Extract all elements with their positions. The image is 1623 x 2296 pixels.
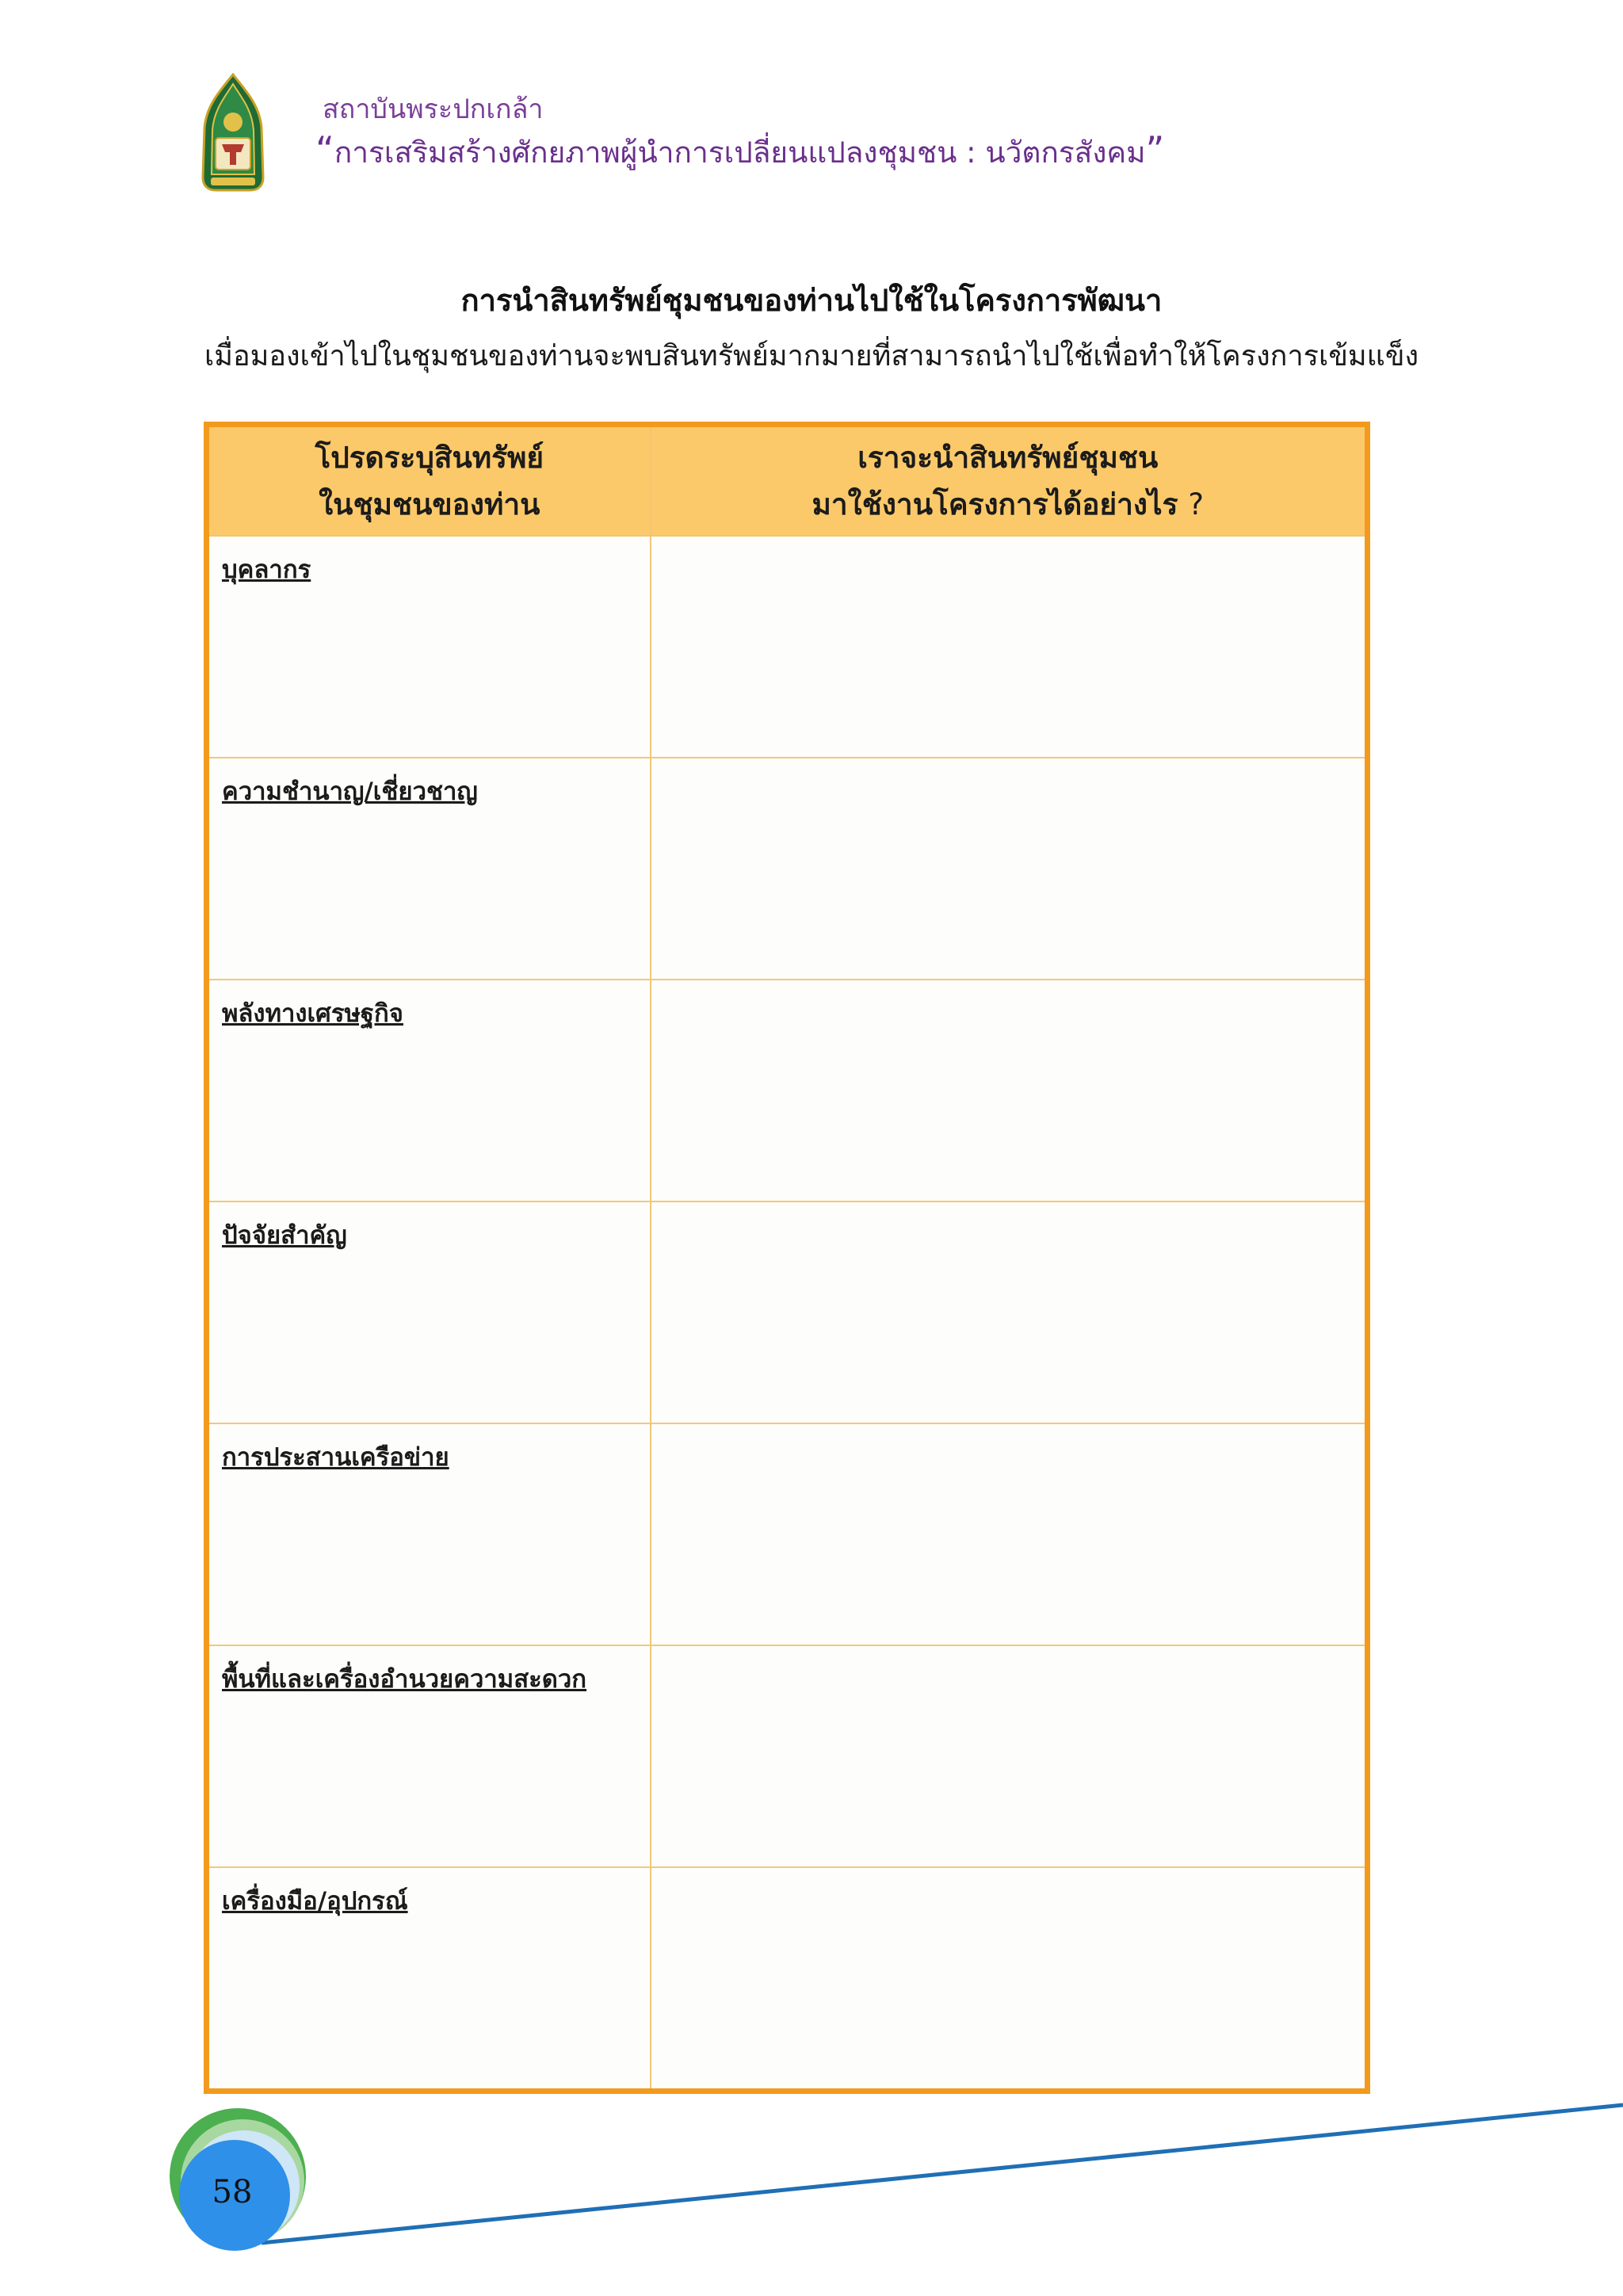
table-row (207, 536, 1368, 758)
category-label-personnel: บุคลากร (222, 556, 311, 584)
table-row (207, 1867, 1368, 2092)
column-header-assets-line1: โปรดระบุสินทรัพย์ (315, 439, 544, 475)
project-title-text: การเสริมสร้างศักยภาพผู้นำการเปลี่ยนแปลงชุมชน : นวัตกรสังคม (334, 136, 1146, 170)
category-label-tools: เครื่องมือ/อุปกรณ์ (222, 1887, 408, 1916)
category-label-expertise: ความชำนาญ/เชี่ยวชาญ (222, 777, 478, 806)
institute-name: สถาบันพระปกเกล้า (323, 94, 544, 125)
table-header-row (207, 425, 1368, 537)
category-label-key-factors: ปัจจัยสำคัญ (222, 1221, 347, 1250)
document-title: การนำสินทรัพย์ชุมชนของท่านไปใช้ในโครงการพัฒนา (460, 282, 1163, 318)
answer-cell-economic-power[interactable] (651, 980, 1368, 1201)
answer-cell-facilities[interactable] (651, 1645, 1368, 1867)
document-subtitle: เมื่อมองเข้าไปในชุมชนของท่านจะพบสินทรัพย์มากมายที่สามารถนำไปใช้เพื่อทำให้โครงการเข้มแข็ง (204, 340, 1419, 372)
column-header-assets-line2: ในชุมชนของท่าน (319, 487, 540, 521)
answer-cell-expertise[interactable] (651, 758, 1368, 980)
open-quote: “ (315, 128, 334, 171)
answer-cell-key-factors[interactable] (651, 1201, 1368, 1423)
table-row (207, 1423, 1368, 1645)
answer-cell-personnel[interactable] (651, 536, 1368, 758)
column-header-usage (651, 425, 1368, 537)
asset-category-cell (207, 980, 651, 1201)
question-mark: ? (1188, 487, 1204, 521)
page-number: 58 (212, 2174, 253, 2210)
asset-category-cell (207, 758, 651, 980)
asset-category-cell (207, 1201, 651, 1423)
asset-category-cell (207, 1645, 651, 1867)
project-title (315, 128, 1164, 176)
asset-category-cell (207, 1867, 651, 2092)
column-header-usage-line2-text: มาใช้งานโครงการได้อย่างไร (812, 487, 1178, 521)
column-header-assets (207, 425, 651, 537)
asset-category-cell (207, 1423, 651, 1645)
institute-logo (198, 73, 268, 192)
table-row (207, 1645, 1368, 1867)
answer-cell-network[interactable] (651, 1423, 1368, 1645)
assets-table (204, 422, 1370, 2094)
close-quote: ” (1145, 128, 1165, 171)
category-label-facilities: พื้นที่และเครื่องอำนวยความสะดวก (222, 1665, 587, 1694)
category-label-economic-power: พลังทางเศรษฐกิจ (222, 999, 403, 1028)
answer-cell-tools[interactable] (651, 1867, 1368, 2092)
asset-category-cell (207, 536, 651, 758)
column-header-usage-line2 (651, 481, 1365, 528)
table-row (207, 980, 1368, 1201)
category-label-network: การประสานเครือข่าย (222, 1443, 449, 1472)
table-row (207, 1201, 1368, 1423)
table-row (207, 758, 1368, 980)
column-header-usage-line1: เราจะนำสินทรัพย์ชุมชน (857, 439, 1159, 475)
